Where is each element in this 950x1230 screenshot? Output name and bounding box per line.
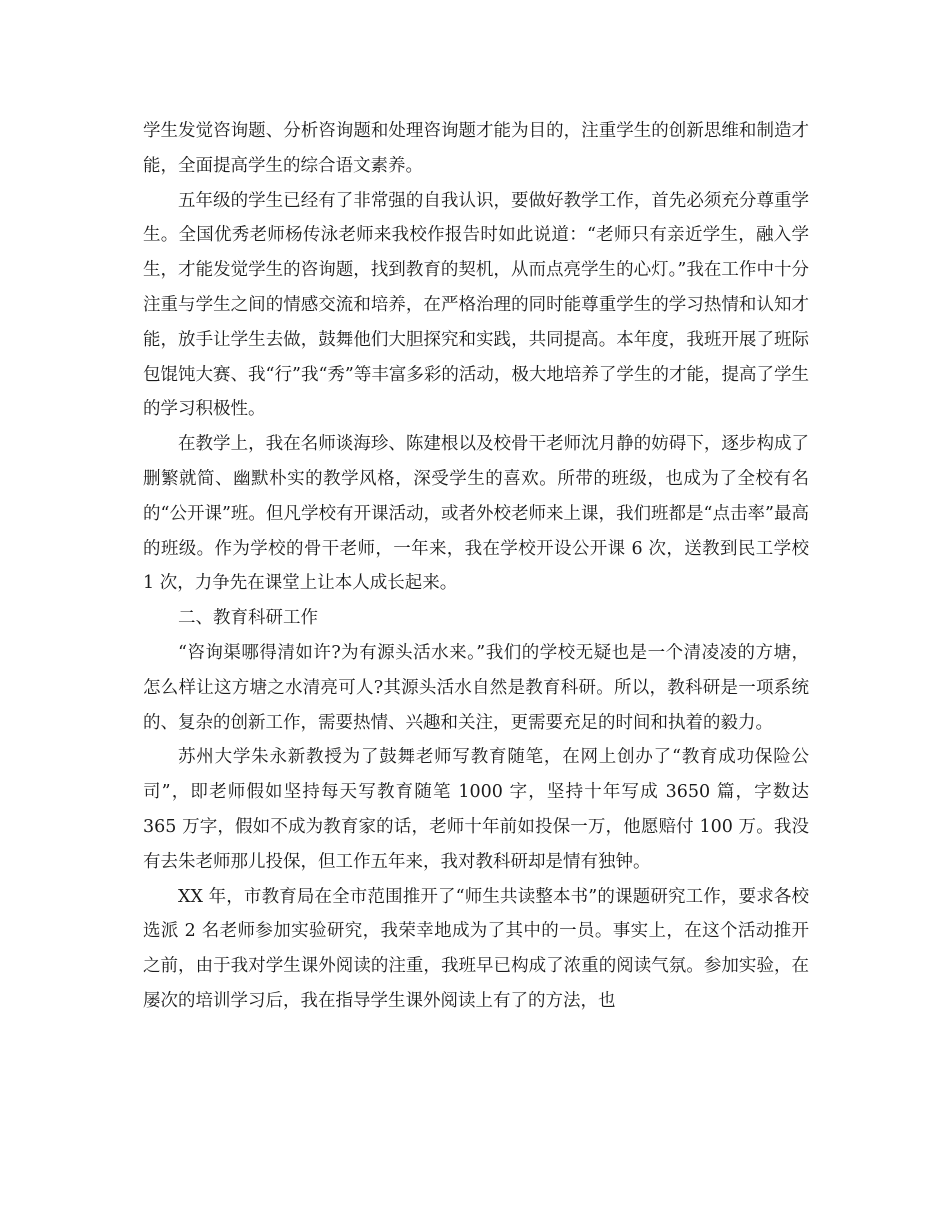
document-body <box>143 114 809 1019</box>
paragraph-4: “咨询渠哪得清如许?为有源头活水来。”我们的学校无疑也是一个清凌凌的方塘，怎么样让这方塘之水清亮可人?其源头活水自然是教育科研。所以，教科研是一项系统的、复杂的创新工作，需要热情、兴趣和关注，更需要充足的时间和执着的毅力。 <box>143 642 809 733</box>
paragraph-2: 五年级的学生已经有了非常强的自我认识，要做好教学工作，首先必须充分尊重学生。全国优秀老师杨传泳老师来我校作报告时如此说道：“老师只有亲近学生，融入学生，才能发觉学生的咨询题，找到教育的契机，从而点亮学生的心灯。”我在工作中十分注重与学生之间的情感交流和培养，在严格治理的同时能尊重学生的学习热情和认知才能，放手让学生去做，鼓舞他们大胆探究和实践，共同提高。本年度，我班开展了班际包馄饨大赛、我“行”我“秀”等丰富多彩的活动，极大地培养了学生的才能，提高了学生的学习积极性。 <box>143 190 809 420</box>
section-heading: 二、教育科研工作 <box>178 608 318 629</box>
paragraph-5: 苏州大学朱永新教授为了鼓舞老师写教育随笔，在网上创办了“教育成功保险公司”，即老师假如坚持每天写教育随笔 1000 字，坚持十年写成 3650 篇，字数达 365 万字，假如不成为教育家的话，老师十年前如投保一万，他愿赔付 100 万。我没有去朱老师那儿投保，但工作五年来，我对教科研却是情有独钟。 <box>143 747 809 872</box>
paragraph-3: 在教学上，我在名师谈海珍、陈建根以及校骨干老师沈月静的妨碍下，逐步构成了删繁就简、幽默朴实的教学风格，深受学生的喜欢。所带的班级，也成为了全校有名的“公开课”班。但凡学校有开课活动，或者外校老师来上课，我们班都是“点击率”最高的班级。作为学校的骨干老师，一年来，我在学校开设公开课 6 次，送教到民工学校 1 次，力争先在课堂上让本人成长起来。 <box>143 434 809 594</box>
paragraph-1: 学生发觉咨询题、分析咨询题和处理咨询题才能为目的，注重学生的创新思维和制造才能，全面提高学生的综合语文素养。 <box>143 121 809 176</box>
paragraph-6: XX 年，市教育局在全市范围推开了“师生共读整本书”的课题研究工作，要求各校选派 2 名老师参加实验研究，我荣幸地成为了其中的一员。事实上，在这个活动推开之前，由于我对学生课外阅读的注重，我班早已构成了浓重的阅读气氛。参加实验，在屡次的培训学习后，我在指导学生课外阅读上有了的方法，也 <box>143 886 809 1011</box>
